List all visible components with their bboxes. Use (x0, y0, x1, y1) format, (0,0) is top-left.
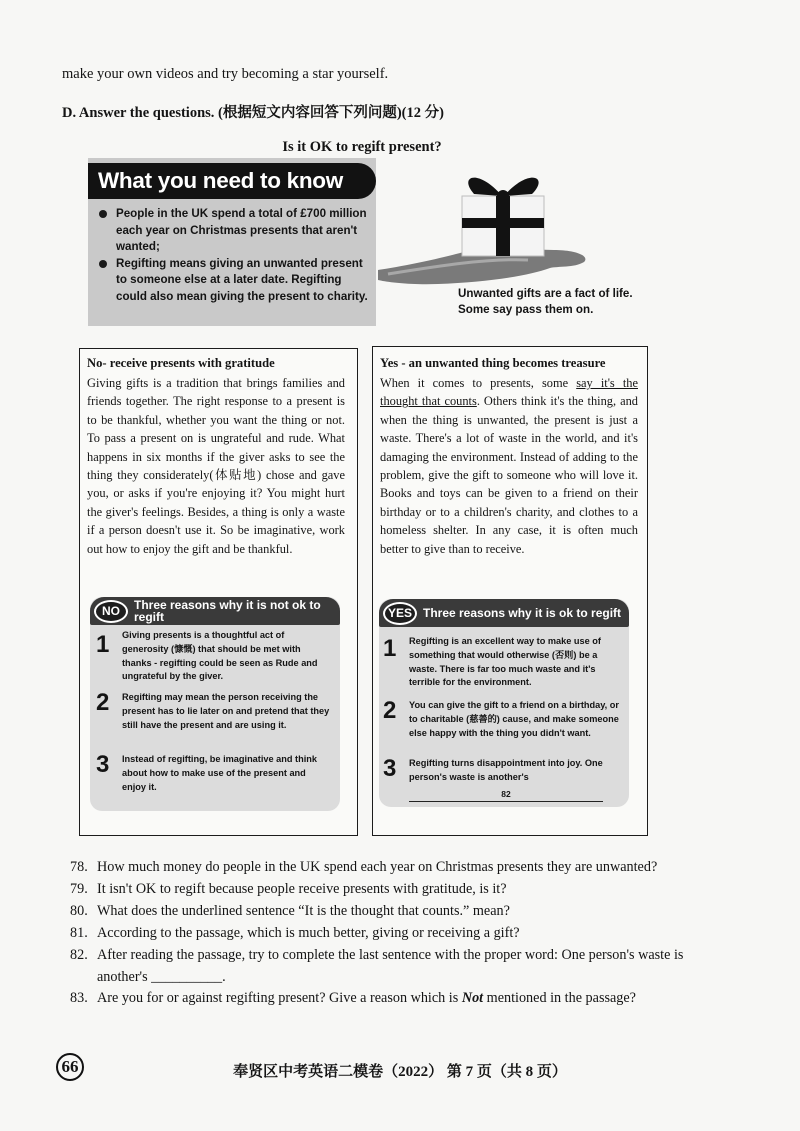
yes-box (372, 346, 648, 836)
yes-reason-item: Regifting turns disappointment into joy. One person's waste is another's (409, 758, 603, 782)
no-reason-item: Instead of regifting, be imaginative and think about how to make use of the present and enjoy it. (122, 754, 318, 792)
page-footer: 奉贤区中考英语二模卷（2022） 第 7 页（共 8 页） (233, 1064, 567, 1080)
reason-number: 1 (383, 635, 397, 662)
question-emphasis: Not (461, 990, 484, 1007)
question-item (70, 945, 690, 989)
no-badge: NO (94, 600, 128, 623)
info-point: People in the UK spend a total of £700 million each year on Christmas presents that aren't wanted; (96, 206, 371, 256)
no-reasons-panel (90, 597, 340, 811)
info-panel-heading: What you need to know (88, 163, 376, 199)
question-text: It isn't OK to regift because people receive presents with gratitude, is it? (97, 880, 507, 897)
reason-number: 1 (96, 631, 110, 658)
no-box-paragraph: Giving gifts is a tradition that brings families and friends together. The right response to a present is to be thankful, whether you want the thing or not. To pass a present on is ungrateful and rude. What happens in six months if the giver asks to see the thing they considerately(体贴地) chose and gave you, or asks if you're enjoying it? You might hurt the giver's feelings. Besides, a thing is only a waste if a person doesn't use it. So be imaginative, work out how to enjoy the gift and be thankful. (87, 376, 345, 556)
image-caption (458, 286, 678, 317)
article-title: Is it OK to regift present? (282, 139, 442, 155)
question-number: 79. (70, 880, 88, 897)
question-number: 82. (70, 946, 88, 963)
question-item (70, 923, 690, 945)
answer-blank: 82 (409, 789, 603, 802)
section-header: D. Answer the questions. (根据短文内容回答下列问题)(12 分) (62, 105, 444, 121)
reason-number: 2 (96, 689, 110, 716)
question-text: According to the passage, which is much better, giving or receiving a gift? (97, 924, 520, 941)
question-number: 81. (70, 924, 88, 941)
underlined-sentence: say it's the thought that counts (380, 376, 638, 409)
question-item (70, 857, 690, 879)
yes-reasons-title: Three reasons why it is ok to regift (423, 606, 622, 620)
intro-line: make your own videos and try becoming a star yourself. (62, 66, 389, 82)
reason-number: 2 (383, 697, 397, 724)
question-list (70, 857, 690, 1010)
gift-on-hand-illustration (378, 166, 600, 286)
no-reason-item: Giving presents is a thoughtful act of generosity (慷慨) that should be met with thanks - regifting could be seen as Rude and ungrateful by the giver. (122, 630, 318, 682)
question-number: 78. (70, 859, 88, 875)
question-text: How much money do people in the UK spend each year on Christmas presents they are unwanted? (97, 859, 658, 875)
question-item (70, 988, 690, 1010)
info-point: Regifting means giving an unwanted present to someone else at a later date. Regifting could also mean giving the present to charity. (96, 256, 371, 306)
yes-badge: YES (383, 602, 417, 625)
page-number-badge: 66 (56, 1053, 84, 1081)
reason-number: 3 (383, 755, 397, 782)
question-text: Are you for or against regifting present? Give a reason which is (97, 990, 462, 1007)
no-box-title: No- receive presents with gratitude (87, 356, 275, 370)
yes-reasons-panel (379, 599, 629, 807)
question-number: 83. (70, 990, 88, 1007)
no-box (79, 348, 358, 836)
no-reason-item: Regifting may mean the person receiving the present has to lie later on and pretend that they still have the present and are using it. (122, 692, 330, 730)
question-text: mentioned in the passage? (483, 990, 636, 1007)
yes-box-paragraph (380, 374, 638, 558)
yes-box-title: Yes - an unwanted thing becomes treasure (380, 356, 606, 370)
yes-reasons-header (379, 599, 629, 627)
no-reasons-header (90, 597, 340, 625)
question-item (70, 879, 690, 901)
yes-reason-item: Regifting is an excellent way to make use of something that would otherwise (否则) be a waste. There is far too much waste and it's terrible for the environment. (409, 636, 601, 688)
info-panel-points (96, 206, 371, 306)
no-reasons-title: Three reasons why it is not ok to regift (134, 598, 321, 624)
question-number: 80. (70, 902, 88, 919)
paragraph-text: . Others think it's the thing, and when the thing is unwanted, the present is just a waste. There's a lot of waste in the world, and it's damaging the environment. Instead of adding to the problem, give the gift to someone who will love it. Books and toys can be given to a friend on their birthday or to a children's charity, and clothes to a homeless shelter. In any case, it is often much better to give than to receive. (380, 394, 638, 556)
question-item (70, 901, 690, 923)
question-text: What does the underlined sentence “It is the thought that counts.” mean? (97, 902, 510, 919)
paragraph-text: When it comes to presents, some (380, 376, 577, 390)
question-text: After reading the passage, try to complete the last sentence with the proper word: One person's waste is another's __________. (97, 946, 684, 985)
yes-reason-item: You can give the gift to a friend on a birthday, or to charitable (慈善的) cause, and make someone else happy with the thing you didn't want. (409, 700, 619, 738)
caption-line: Some say pass them on. (458, 302, 594, 316)
reason-number: 3 (96, 751, 110, 778)
caption-line: Unwanted gifts are a fact of life. (458, 287, 633, 300)
